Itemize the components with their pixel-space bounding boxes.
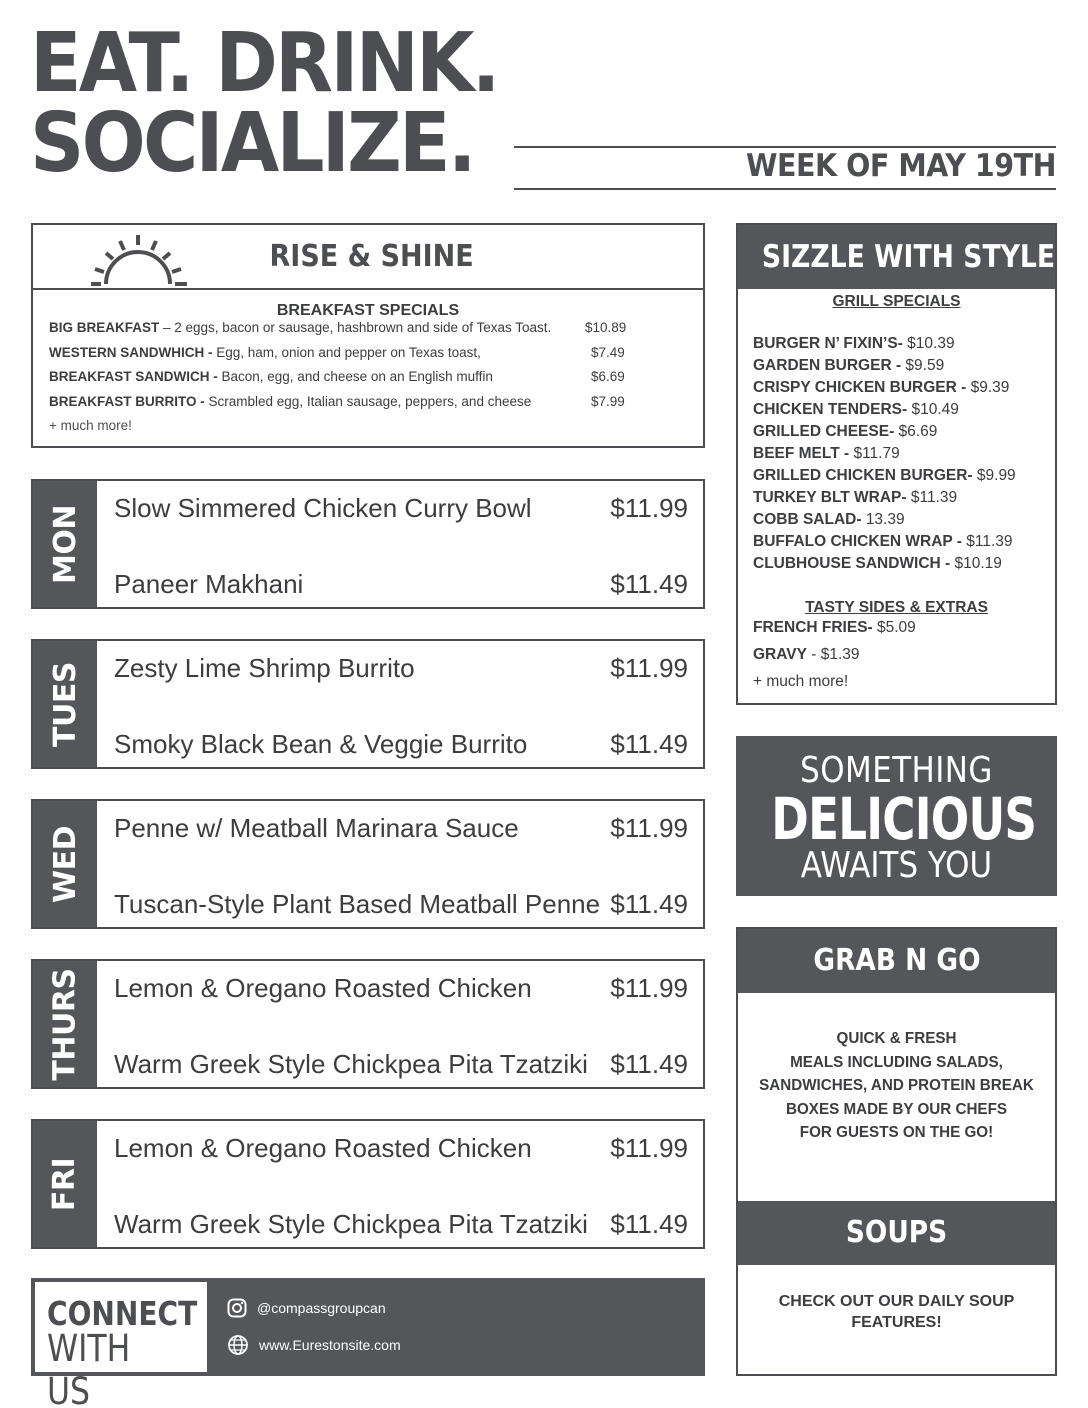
grill-item — [738, 445, 1055, 467]
dish-price: $11.49 — [610, 889, 688, 919]
dish-price: $11.99 — [610, 653, 688, 683]
connect-title-line-2: WITH US — [47, 1327, 131, 1408]
grab-line: FOR GUESTS ON THE GO! — [799, 1124, 994, 1141]
breakfast-item-name: BREAKFAST BURRITO - — [49, 393, 209, 409]
day-block-fri — [31, 1119, 705, 1249]
dish-price: $11.99 — [610, 1133, 688, 1163]
breakfast-item — [33, 320, 703, 345]
website-link[interactable] — [227, 1334, 401, 1356]
grill-item — [738, 489, 1055, 511]
grab-line: SANDWICHES, AND PROTEIN BREAK — [759, 1077, 1034, 1094]
day-tab — [33, 481, 97, 607]
promo-line-3: AWAITS YOU — [800, 845, 993, 886]
grill-item — [738, 533, 1055, 555]
headline-line-1: EAT. DRINK. — [30, 16, 498, 111]
sides-title: TASTY SIDES & EXTRAS — [805, 599, 988, 616]
grill-item-price: $11.39 — [966, 533, 1013, 550]
grill-item-name: GRILLED CHICKEN BURGER- — [753, 467, 977, 484]
soups-title: SOUPS — [845, 1215, 948, 1250]
week-label: WEEK OF MAY 19TH — [745, 148, 1056, 184]
dish-name: Slow Simmered Chicken Curry Bowl — [114, 493, 532, 523]
breakfast-item-desc: – 2 eggs, bacon or sausage, hashbrown and side of Texas Toast. — [159, 320, 552, 335]
header-rule-bottom — [514, 188, 1056, 190]
dish-price: $11.99 — [610, 813, 688, 843]
instagram-icon — [227, 1298, 247, 1318]
breakfast-item-desc: Bacon, egg, and cheese on an English muffin — [221, 369, 493, 384]
grill-item — [738, 423, 1055, 445]
dish-name: Warm Greek Style Chickpea Pita Tzatziki — [114, 1209, 588, 1239]
day-label: THURS — [47, 967, 83, 1081]
breakfast-item-price: $6.69 — [591, 369, 625, 384]
grill-item-name: CLUBHOUSE SANDWICH - — [753, 555, 955, 572]
headline — [30, 16, 498, 191]
connect-title-box — [35, 1282, 207, 1408]
dish-name: Tuscan-Style Plant Based Meatball Penne — [114, 889, 601, 919]
dish-item — [114, 1049, 688, 1080]
grill-item-name: CHICKEN TENDERS- — [753, 401, 912, 418]
dish-item — [114, 569, 688, 600]
day-block-wed — [31, 799, 705, 929]
instagram-handle: @compassgroupcan — [257, 1300, 386, 1316]
day-label: FRI — [47, 1157, 83, 1211]
grill-item-price: $10.49 — [911, 401, 959, 418]
side-item — [738, 646, 1055, 673]
dish-name: Penne w/ Meatball Marinara Sauce — [114, 813, 519, 843]
dish-price: $11.49 — [610, 1049, 688, 1079]
breakfast-item-price: $10.89 — [585, 320, 627, 335]
grill-item-price: $11.79 — [853, 445, 900, 462]
sizzle-section — [736, 223, 1057, 705]
grill-item-name: BUFFALO CHICKEN WRAP - — [753, 533, 967, 550]
sizzle-header — [738, 225, 1055, 289]
promo-line-1: SOMETHING — [800, 750, 993, 791]
grab-line: BOXES MADE BY OUR CHEFS — [786, 1100, 1007, 1118]
breakfast-specials-title: BREAKFAST SPECIALS — [276, 302, 460, 319]
grill-item-name: TURKEY BLT WRAP- — [753, 489, 911, 506]
dish-item — [114, 729, 688, 760]
day-tab — [33, 801, 97, 927]
grill-item-price: $9.39 — [970, 379, 1010, 396]
dish-item — [114, 889, 688, 920]
dish-item — [114, 1209, 688, 1240]
grab-line: QUICK & FRESH — [836, 1030, 957, 1047]
day-tab — [33, 961, 97, 1087]
dish-name: Paneer Makhani — [114, 569, 304, 599]
grab-description — [746, 1027, 1047, 1145]
day-label: TUES — [47, 661, 83, 747]
grill-item-name: BURGER N’ FIXIN’S- — [753, 335, 903, 352]
grill-item — [738, 357, 1055, 379]
breakfast-item-price: $7.99 — [591, 393, 625, 409]
sizzle-title: SIZZLE WITH STYLE — [761, 239, 1056, 275]
dish-name: Lemon & Oregano Roasted Chicken — [114, 973, 532, 1003]
grill-item — [738, 467, 1055, 489]
rise-header — [33, 225, 703, 290]
dish-price: $11.49 — [610, 1209, 688, 1239]
grill-item-name: COBB SALAD- — [753, 511, 866, 528]
grill-item — [738, 555, 1055, 577]
dish-name: Zesty Lime Shrimp Burrito — [114, 653, 415, 683]
grill-item-price: $6.69 — [898, 423, 938, 440]
grab-and-go-section — [736, 927, 1057, 1376]
grill-item-price: $10.19 — [954, 555, 1002, 572]
soups-description: CHECK OUT OUR DAILY SOUP FEATURES! — [778, 1293, 1015, 1331]
grill-item — [738, 511, 1055, 533]
side-item — [738, 619, 1055, 646]
dish-item — [114, 1133, 688, 1164]
rise-and-shine-section — [31, 223, 705, 448]
dish-item — [114, 973, 688, 1004]
side-item-price: $5.09 — [872, 619, 916, 636]
dish-item — [114, 813, 688, 844]
grill-item-price: $9.59 — [905, 357, 945, 374]
day-label: MON — [47, 504, 83, 584]
breakfast-item — [33, 369, 703, 394]
dish-name: Warm Greek Style Chickpea Pita Tzatziki — [114, 1049, 588, 1079]
breakfast-item-name: BIG BREAKFAST — [49, 320, 160, 335]
day-block-tues — [31, 639, 705, 769]
breakfast-item-desc: Egg, ham, onion and pepper on Texas toast, — [216, 344, 481, 360]
grill-item-price: $11.39 — [910, 489, 958, 506]
dish-price: $11.49 — [610, 569, 688, 599]
grill-item — [738, 401, 1055, 423]
dish-name: Lemon & Oregano Roasted Chicken — [114, 1133, 532, 1163]
grill-item-name: CRISPY CHICKEN BURGER - — [753, 379, 971, 396]
globe-icon — [227, 1334, 249, 1356]
dish-item — [114, 653, 688, 684]
breakfast-item — [33, 345, 703, 370]
instagram-link[interactable] — [227, 1298, 386, 1318]
grill-item-price: 13.39 — [865, 511, 905, 528]
grill-item-price: $10.39 — [902, 335, 955, 352]
day-label: WED — [47, 825, 83, 903]
breakfast-item-name: BREAKFAST SANDWICH - — [49, 369, 222, 384]
grill-item — [738, 379, 1055, 401]
grab-title: GRAB N GO — [812, 943, 981, 978]
website-url: www.Eurestonsite.com — [259, 1337, 401, 1353]
grill-item — [738, 335, 1055, 357]
side-item-name: GRAVY — [753, 646, 807, 663]
breakfast-more: + much more! — [49, 418, 132, 433]
day-block-mon — [31, 479, 705, 609]
promo-line-2: DELICIOUS — [771, 785, 1037, 853]
day-block-thurs — [31, 959, 705, 1089]
grab-line: MEALS INCLUDING SALADS, — [790, 1053, 1003, 1071]
dish-price: $11.99 — [610, 493, 688, 523]
grill-specials-title: GRILL SPECIALS — [832, 293, 961, 310]
dish-item — [114, 493, 688, 524]
day-tab — [33, 641, 97, 767]
grill-item-name: BEEF MELT - — [753, 445, 854, 462]
day-tab — [33, 1121, 97, 1247]
connect-section — [31, 1278, 705, 1408]
breakfast-item-desc: Scrambled egg, Italian sausage, peppers, and cheese — [208, 393, 532, 409]
soups-header — [738, 1201, 1055, 1265]
dish-price: $11.49 — [610, 729, 688, 759]
grill-item-price: $9.99 — [976, 467, 1016, 484]
breakfast-item-name: WESTERN SANDWHICH - — [49, 344, 217, 360]
rise-title: RISE & SHINE — [269, 239, 474, 274]
breakfast-item — [33, 394, 703, 419]
breakfast-item-price: $7.49 — [591, 344, 625, 360]
side-item-name: FRENCH FRIES- — [753, 619, 873, 636]
dish-price: $11.99 — [610, 973, 688, 1003]
connect-title-line-1: CONNECT — [47, 1294, 198, 1333]
sizzle-more: + much more! — [753, 673, 849, 690]
dish-name: Smoky Black Bean & Veggie Burrito — [114, 729, 528, 759]
grab-header — [738, 929, 1055, 993]
promo-banner — [736, 736, 1057, 896]
headline-line-2: SOCIALIZE. — [30, 96, 474, 191]
grill-item-name: GARDEN BURGER - — [753, 357, 906, 374]
side-item-price: - $1.39 — [806, 646, 860, 663]
grill-item-name: GRILLED CHEESE- — [753, 423, 899, 440]
